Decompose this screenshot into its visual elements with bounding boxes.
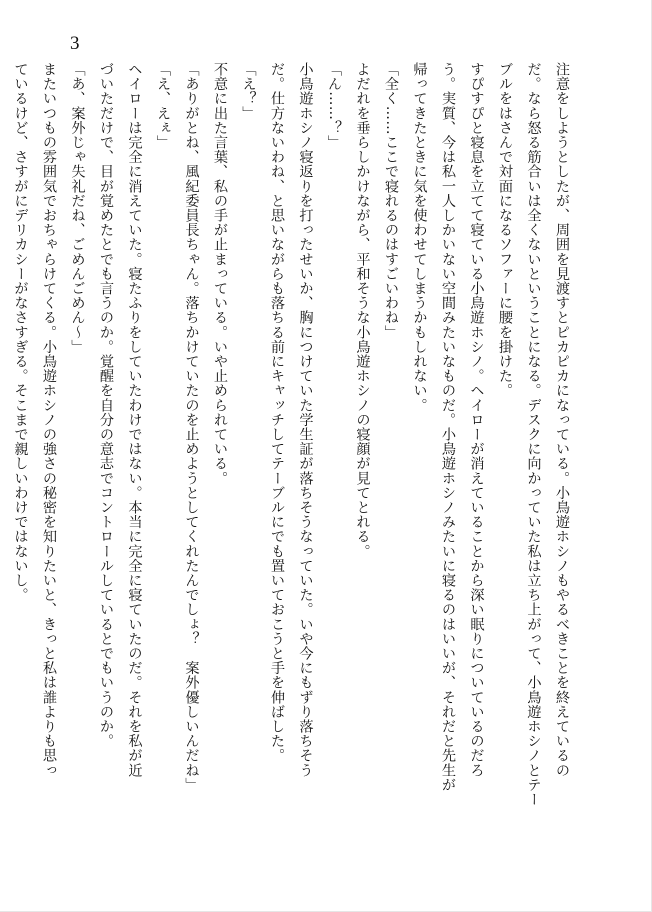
text-column: う。実質、今は私一人しかいない空間みたいなものだ。小鳥遊ホシノみたいに寝るのはいいが、それだと先生が xyxy=(440,62,456,792)
text-column: ているけど、さすがにデリカシーがなさすぎる。そこまで親しいわけではないし。 xyxy=(12,62,29,603)
text-column: だ。仕方ないわね、と思いながらも落ちる前にキャッチしてテーブルにでも置いておこうと手を伸ばした。 xyxy=(269,62,285,763)
text-column: 小鳥遊ホシノ寝返りを打ったせいか、胸につけていた学生証が落ちそうなっていた。いや今にもずり落ちそう xyxy=(297,62,314,778)
text-column: 注意をしようとしたが、周囲を見渡すとピカピカになっている。小鳥遊ホシノもやるべきことを終えているの xyxy=(554,62,570,778)
text-column: 「え？」 xyxy=(240,62,257,121)
text-column: 「ん……？」 xyxy=(326,62,342,150)
vertical-text-body xyxy=(12,62,576,852)
text-column: づいただけで、目が覚めたとでも言うのか。覚醒を自分の意志でコントロールしているとでもいうのか。 xyxy=(98,62,114,749)
text-column: 「全く……ここで寝れるのはすごいわね」 xyxy=(383,62,399,340)
text-column: 「あ、案外じゃ失礼だね、ごめんごめん～」 xyxy=(69,62,86,354)
text-column: 「ありがとね、風紀委員長ちゃん。落ちかけていたのを止めようとしてくれたんでしょ？ 案外優しいんだね」 xyxy=(183,62,200,792)
text-column: 帰ってきたときに気を使わせてしまうかもしれない。 xyxy=(411,62,428,413)
text-column: 「え、えぇ」 xyxy=(155,62,171,150)
text-column: 不意に出た言葉、私の手が止まっている。いや止められている。 xyxy=(212,62,228,486)
page-number: 3 xyxy=(70,33,80,54)
text-column: すぴすぴと寝息を立てて寝ている小鳥遊ホシノ。ヘイローが消えていることから深い眠りについているのだろ xyxy=(468,62,485,778)
text-column: ブルをはさんで対面になるソファーに腰を掛けた。 xyxy=(497,62,513,398)
text-column: ヘイローは完全に消えていた。寝たふりをしていたわけではない。本当に完全に寝ていたのだ。それを私が近 xyxy=(126,62,143,778)
text-column: だ。なら怒る筋合いは全くないということになる。デスクに向かっていた私は立ち上がって、小鳥遊ホシノとテー xyxy=(525,62,542,807)
text-column: またいつもの雰囲気でおちゃらけてくる。小鳥遊ホシノの強さの秘密を知りたいと、きっと私は誰よりも思っ xyxy=(41,62,57,778)
text-column: よだれを垂らしかけながら、平和そうな小鳥遊ホシノの寝顔が見てとれる。 xyxy=(354,62,371,559)
